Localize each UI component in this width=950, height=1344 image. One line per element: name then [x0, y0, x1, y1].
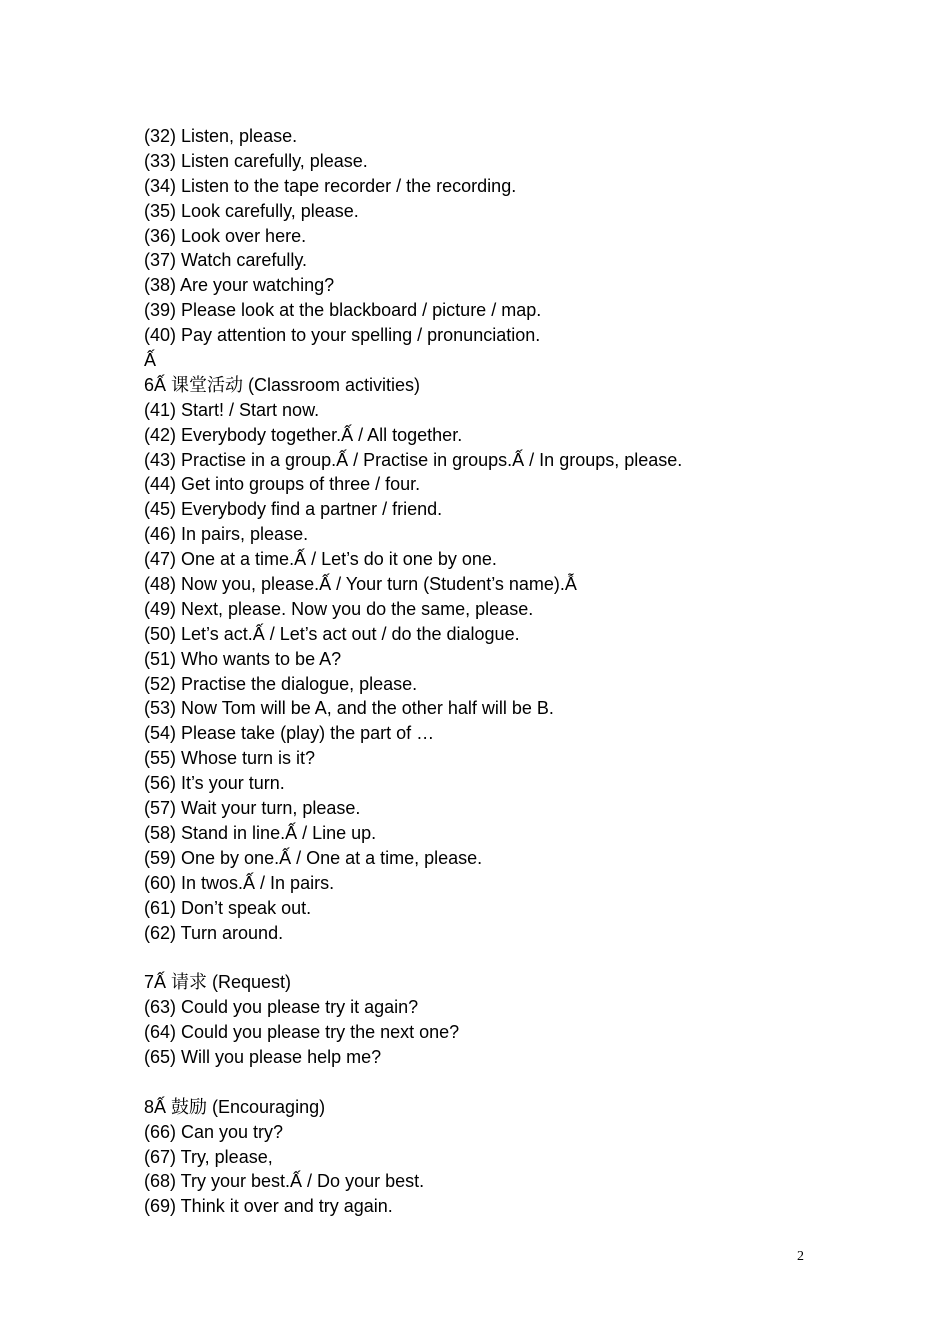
section-heading: 6Ấ 课堂活动 (Classroom activities)	[144, 374, 421, 395]
section-heading: 8Ấ 鼓励 (Encouraging)	[144, 1096, 326, 1117]
text-line: (58) Stand in line.Ấ / Line up.	[144, 822, 377, 843]
text-line: (45) Everybody find a partner / friend.	[144, 499, 443, 520]
text-line: (63) Could you please try it again?	[144, 997, 419, 1018]
text-line: (34) Listen to the tape recorder / the recording.	[144, 175, 517, 196]
text-line: (66) Can you try?	[144, 1121, 284, 1142]
text-line: (48) Now you, please.Ấ / Your turn (Student’s name).Ẫ	[144, 574, 577, 595]
text-line: (42) Everybody together.Ấ / All together.	[144, 424, 463, 445]
text-line	[144, 1070, 844, 1095]
document-body	[144, 124, 844, 1219]
text-line: (39) Please look at the blackboard / picture / map.	[144, 300, 542, 321]
text-line: (35) Look carefully, please.	[144, 200, 359, 221]
text-line: (67) Try, please,	[144, 1146, 273, 1167]
text-line: (64) Could you please try the next one?	[144, 1022, 460, 1043]
text-line: (46) In pairs, please.	[144, 524, 309, 545]
text-line: (38) Are your watching?	[144, 275, 335, 296]
text-line: (55) Whose turn is it?	[144, 748, 316, 769]
text-line: (50) Let’s act.Ấ / Let’s act out / do the dialogue.	[144, 623, 520, 644]
text-line: (61) Don’t speak out.	[144, 897, 312, 918]
page-number: 2	[797, 1249, 804, 1264]
text-line: (32) Listen, please.	[144, 126, 298, 146]
text-line: (43) Practise in a group.Ấ / Practise in groups.Ấ / In groups, please.	[144, 449, 683, 470]
text-line: (49) Next, please. Now you do the same, please.	[144, 598, 534, 619]
section-heading: 7Ấ 请求 (Request)	[144, 972, 292, 993]
text-line: (56) It’s your turn.	[144, 773, 285, 794]
text-line: (68) Try your best.Ấ / Do your best.	[144, 1171, 425, 1192]
text-line: (54) Please take (play) the part of …	[144, 723, 435, 744]
text-line: (52) Practise the dialogue, please.	[144, 673, 418, 694]
text-line: (40) Pay attention to your spelling / pronunciation.	[144, 325, 541, 346]
text-line: Ấ	[144, 350, 157, 371]
text-line: (41) Start! / Start now.	[144, 399, 320, 420]
text-line: (33) Listen carefully, please.	[144, 150, 368, 171]
text-line: (65) Will you please help me?	[144, 1046, 382, 1067]
text-line: (44) Get into groups of three / four.	[144, 474, 421, 495]
text-line: (37) Watch carefully.	[144, 250, 308, 271]
text-line: (36) Look over here.	[144, 225, 307, 246]
text-line: (59) One by one.Ấ / One at a time, please.	[144, 847, 483, 868]
text-line: (51) Who wants to be A?	[144, 648, 342, 669]
text-line: (57) Wait your turn, please.	[144, 798, 361, 819]
text-line	[144, 945, 844, 970]
text-line: (60) In twos.Ấ / In pairs.	[144, 872, 335, 893]
text-line: (69) Think it over and try again.	[144, 1196, 393, 1217]
text-line: (62) Turn around.	[144, 922, 284, 943]
text-line: (47) One at a time.Ấ / Let’s do it one by one.	[144, 549, 497, 570]
text-line: (53) Now Tom will be A, and the other half will be B.	[144, 698, 554, 719]
